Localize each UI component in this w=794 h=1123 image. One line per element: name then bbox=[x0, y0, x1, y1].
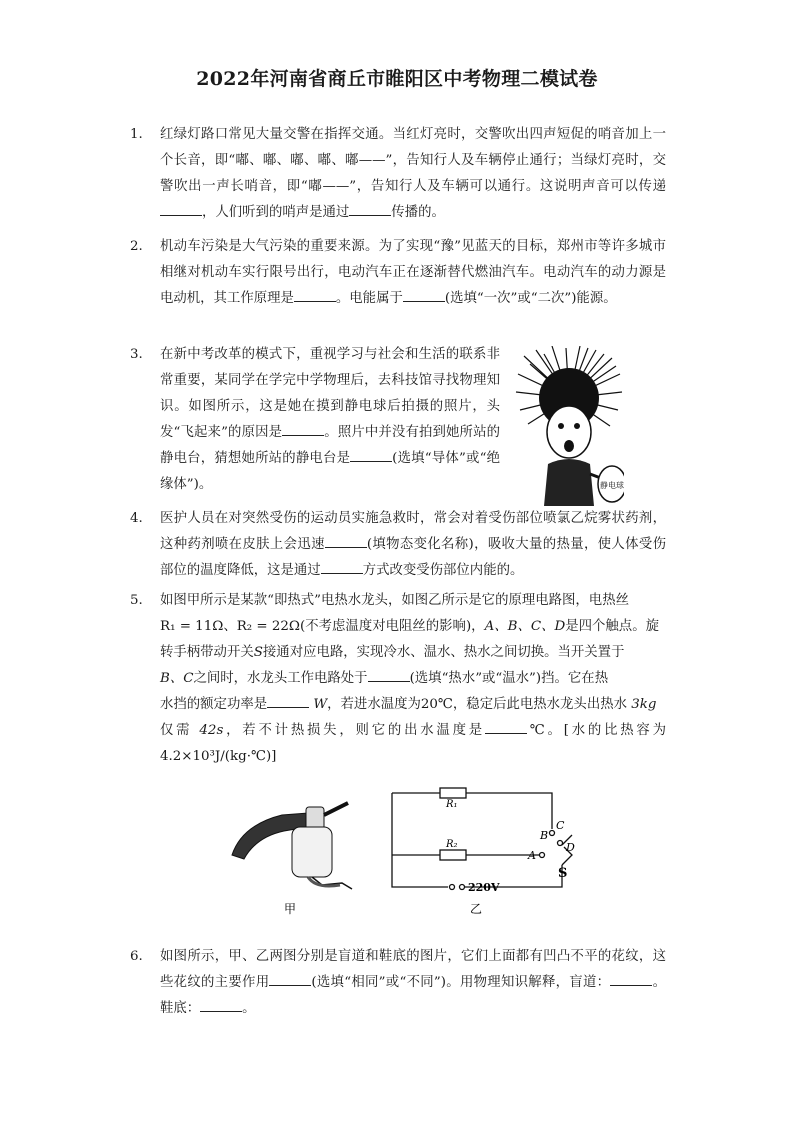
question-5 bbox=[130, 588, 666, 770]
answer-blank[interactable] bbox=[368, 667, 410, 682]
resistor-r2-label: R₂ bbox=[446, 839, 458, 850]
question-text: ℃。[水的比热容为4.2×10³J/(kg·℃)] bbox=[160, 723, 666, 764]
answer-blank[interactable] bbox=[349, 201, 391, 216]
question-text: R₁ = 11Ω、R₂ = 22Ω(不考虑温度对电阻丝的影响)， bbox=[160, 619, 485, 634]
question-text: 红绿灯路口常见大量交警在指挥交通。当红灯亮时，交警吹出四声短促的哨音加上一个长音，即“嘟、嘟、嘟、嘟、嘟——”，告知行人及车辆停止通行；当绿灯亮时，交警吹出一声长哨音，即“嘟——”，告知行人及车辆可以通行。这说明声音可以传递 bbox=[160, 127, 666, 194]
figure-label-jia: 甲 bbox=[283, 902, 297, 915]
question-number: 1. bbox=[130, 127, 143, 142]
figure-label-yi: 乙 bbox=[469, 902, 483, 915]
question-number: 2. bbox=[130, 239, 143, 254]
question-text: (选填“导体”或“绝缘体”)。 bbox=[160, 451, 501, 492]
answer-blank[interactable] bbox=[200, 997, 242, 1012]
static-electricity-figure bbox=[514, 346, 624, 506]
switch-s-label: S bbox=[558, 866, 568, 881]
question-text: 。 bbox=[242, 1001, 256, 1016]
question-text: A、B、C、D bbox=[484, 619, 566, 634]
question-text: 转手柄带动开关 bbox=[160, 645, 254, 660]
question-text: 传播的。 bbox=[391, 205, 445, 220]
answer-blank[interactable] bbox=[403, 287, 445, 302]
answer-blank[interactable] bbox=[325, 533, 367, 548]
question-text: 如图甲所示是某款“即热式”电热水龙头，如图乙所示是它的原理电路图，电热丝 bbox=[160, 593, 629, 608]
contact-b-label: B bbox=[540, 829, 549, 842]
question-text-line bbox=[160, 692, 666, 718]
answer-blank[interactable] bbox=[321, 559, 363, 574]
question-text-line bbox=[160, 640, 666, 666]
answer-blank[interactable] bbox=[610, 971, 652, 986]
question-text: 方式改变受伤部位内能的。 bbox=[362, 563, 524, 578]
question-text: 。照片中并没有拍到她所站的静电台，猜想她所站的静电台是 bbox=[160, 425, 500, 466]
question-text: 医护人员在对突然受伤的运动员实施急救时，常会对着受伤部位喷氯乙烷雾状药剂，这种药剂喷在皮肤上会迅速 bbox=[160, 511, 666, 552]
question-3 bbox=[130, 342, 500, 498]
question-text: 。电能属于 bbox=[335, 291, 403, 306]
question-text: 如图所示，甲、乙两图分别是盲道和鞋底的图片，它们上面都有凹凸不平的花纹，这些花纹的主要作用 bbox=[160, 949, 666, 990]
question-text: (填物态变化名称)，吸收大量的热量，使人体受伤部位的温度降低，这是通过 bbox=[160, 537, 667, 578]
question-text: B、C bbox=[160, 671, 194, 686]
question-number: 5. bbox=[130, 593, 143, 608]
question-1 bbox=[130, 122, 666, 226]
question-text: ，若不计热损失，则它的出水温度是 bbox=[223, 723, 485, 738]
question-text: S bbox=[253, 645, 263, 660]
contact-a-label: A bbox=[528, 849, 536, 862]
page-title: 2022年河南省商丘市睢阳区中考物理二模试卷 bbox=[196, 68, 598, 90]
question-text: 3kg bbox=[631, 697, 657, 712]
question-text: 接通对应电路，实现冷水、温水、热水之间切换。当开关置于 bbox=[262, 645, 625, 660]
question-text: 。鞋底： bbox=[160, 975, 666, 1016]
question-text: 水挡的额定功率是 bbox=[160, 697, 268, 712]
question-number: 4. bbox=[130, 511, 143, 526]
question-text-line bbox=[160, 614, 666, 640]
question-text: 是四个触点。旋 bbox=[565, 619, 659, 634]
contact-c-label: C bbox=[556, 819, 565, 832]
static-ball-label: 静电球 bbox=[600, 481, 624, 490]
question-4 bbox=[130, 506, 666, 584]
question-text: ，人们听到的哨声是通过 bbox=[202, 205, 350, 220]
question-number: 3. bbox=[130, 347, 143, 362]
question-2 bbox=[130, 234, 666, 312]
answer-blank[interactable] bbox=[267, 693, 309, 708]
question-text: (选填“相同”或“不同”)。用物理知识解释，盲道： bbox=[311, 975, 611, 990]
question-text-line bbox=[160, 718, 666, 770]
question-text: (选填“一次”或“二次”)能源。 bbox=[444, 291, 617, 306]
answer-blank[interactable] bbox=[485, 719, 527, 734]
resistor-r1-label: R₁ bbox=[446, 799, 458, 810]
answer-blank[interactable] bbox=[350, 447, 392, 462]
question-text: (选填“热水”或“温水”)挡。它在热 bbox=[409, 671, 609, 686]
question-text: 机动车污染是大气污染的重要来源。为了实现“豫”见蓝天的目标，郑州市等许多城市相继对机动车实行限号出行，电动汽车正在逐渐替代燃油汽车。电动汽车的动力源是电动机，其工作原理是 bbox=[160, 239, 666, 306]
voltage-label: 220V bbox=[468, 881, 500, 894]
answer-blank[interactable] bbox=[282, 421, 324, 436]
question-text: 仅需 bbox=[160, 723, 193, 738]
answer-blank[interactable] bbox=[269, 971, 311, 986]
question-6 bbox=[130, 944, 666, 1022]
faucet-circuit-figure bbox=[212, 785, 592, 915]
answer-blank[interactable] bbox=[160, 201, 202, 216]
question-text: 在新中考改革的模式下，重视学习与社会和生活的联系非常重要，某同学在学完中学物理后，去科技馆寻找物理知识。如图所示，这是她在摸到静电球后拍摄的照片，头发“飞起来”的原因是 bbox=[160, 347, 500, 440]
question-text-line bbox=[160, 666, 666, 692]
question-text: 之间时，水龙头工作电路处于 bbox=[193, 671, 368, 686]
faucet-illustration bbox=[232, 803, 352, 889]
question-number: 6. bbox=[130, 949, 143, 964]
question-text: 42s bbox=[199, 723, 224, 738]
contact-d-label: D bbox=[566, 841, 575, 854]
question-text: ，若进水温度为20℃，稳定后此电热水龙头出热水 bbox=[327, 697, 627, 712]
answer-blank[interactable] bbox=[294, 287, 336, 302]
question-text: W bbox=[313, 697, 328, 712]
